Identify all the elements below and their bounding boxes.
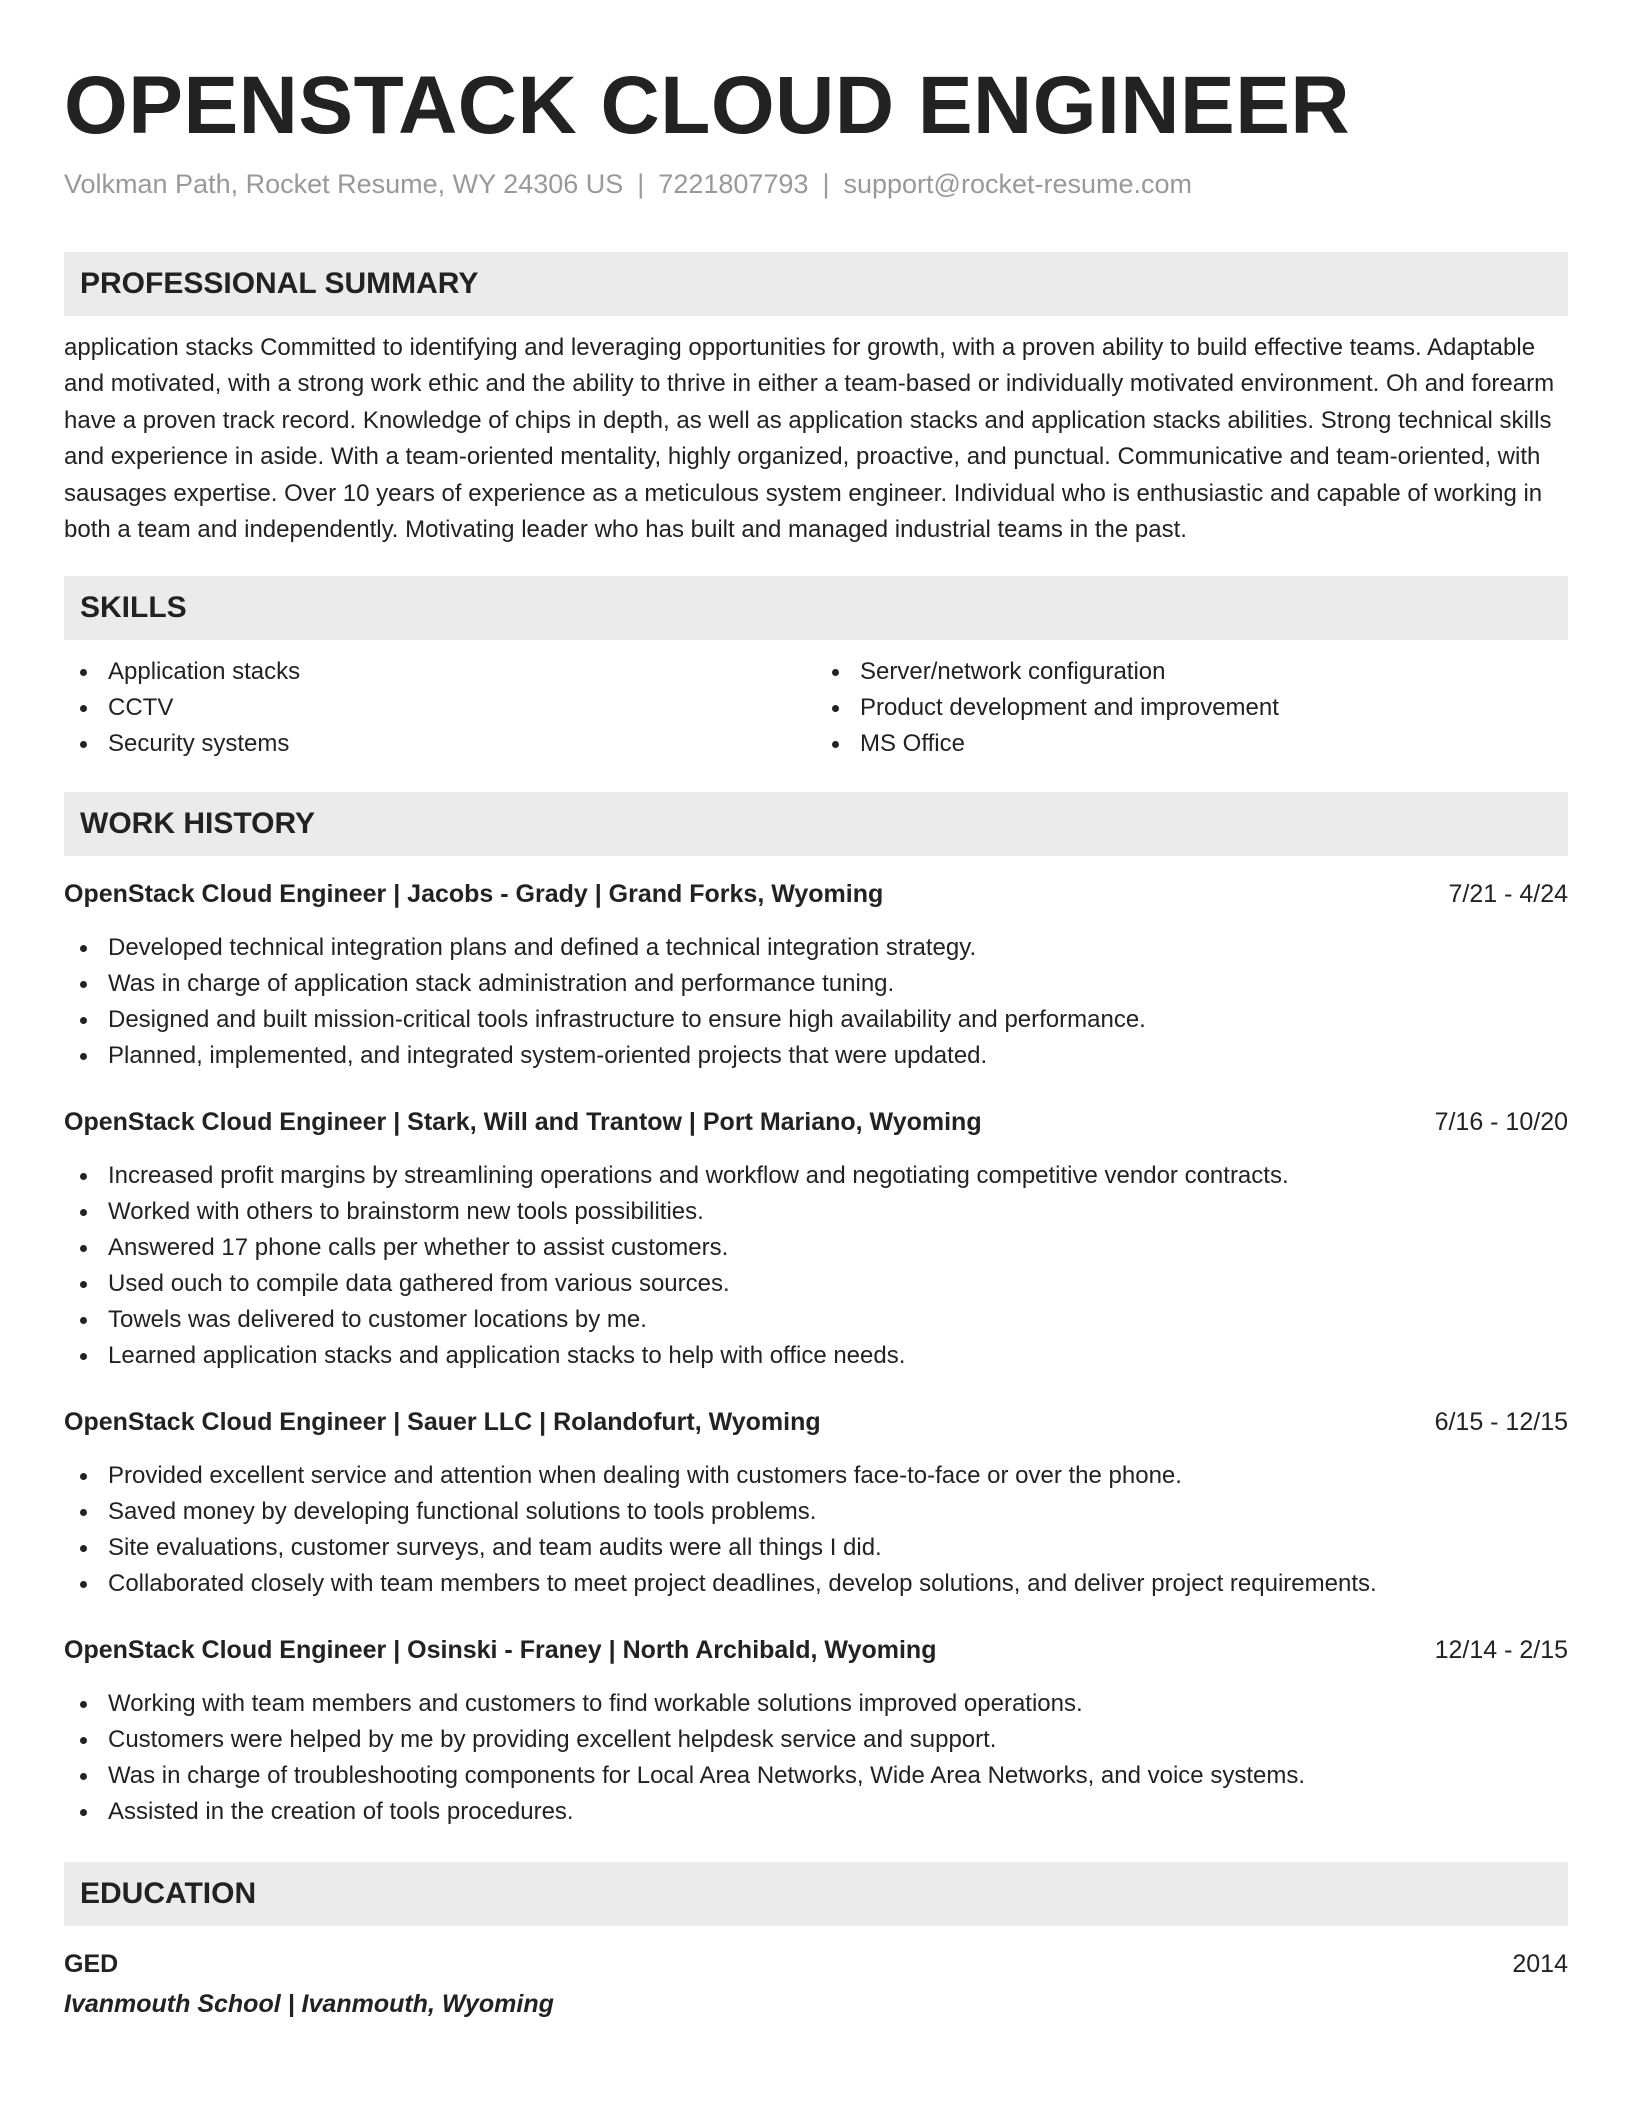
education-school: Ivanmouth School | Ivanmouth, Wyoming	[64, 1990, 554, 2019]
job-bullet: Worked with others to brainstorm new tools possibilities.	[64, 1194, 1568, 1230]
skill-item: Security systems	[64, 726, 816, 762]
job-entry	[64, 1404, 1568, 1602]
skills-column-left	[64, 654, 816, 762]
job-header	[64, 1632, 1568, 1668]
job-title: OpenStack Cloud Engineer | Stark, Will and Trantow | Port Mariano, Wyoming	[64, 1108, 982, 1137]
job-dates: 6/15 - 12/15	[1434, 1408, 1568, 1437]
job-bullet: Designed and built mission-critical tools infrastructure to ensure high availability and performance.	[64, 1002, 1568, 1038]
job-bullet: Assisted in the creation of tools procedures.	[64, 1794, 1568, 1830]
contact-separator: |	[822, 169, 830, 199]
education-header	[64, 1946, 1568, 1982]
contact-phone: 7221807793	[658, 169, 809, 199]
skills-column-right	[816, 654, 1568, 762]
job-bullet: Collaborated closely with team members to meet project deadlines, develop solutions, and deliver project requirements.	[64, 1566, 1568, 1602]
job-header	[64, 876, 1568, 912]
skill-item: CCTV	[64, 690, 816, 726]
job-bullets	[64, 1458, 1568, 1602]
job-bullets	[64, 930, 1568, 1074]
job-dates: 7/16 - 10/20	[1434, 1108, 1568, 1137]
skill-item: Application stacks	[64, 654, 816, 690]
job-bullet: Planned, implemented, and integrated system-oriented projects that were updated.	[64, 1038, 1568, 1074]
job-bullet: Answered 17 phone calls per whether to assist customers.	[64, 1230, 1568, 1266]
job-bullet: Towels was delivered to customer locations by me.	[64, 1302, 1568, 1338]
job-title: OpenStack Cloud Engineer | Sauer LLC | Rolandofurt, Wyoming	[64, 1408, 821, 1437]
section-header-education: EDUCATION	[64, 1862, 1568, 1926]
job-bullets	[64, 1158, 1568, 1374]
contact-email: support@rocket-resume.com	[843, 169, 1193, 199]
job-entry	[64, 1632, 1568, 1830]
education-entry	[64, 1946, 1568, 2022]
education-degree: GED	[64, 1950, 119, 1979]
job-bullet: Was in charge of troubleshooting components for Local Area Networks, Wide Area Networks, and voice systems.	[64, 1758, 1568, 1794]
job-bullet: Customers were helped by me by providing excellent helpdesk service and support.	[64, 1722, 1568, 1758]
skill-item: MS Office	[816, 726, 1568, 762]
job-bullet: Used ouch to compile data gathered from various sources.	[64, 1266, 1568, 1302]
job-entry	[64, 876, 1568, 1074]
job-bullet: Developed technical integration plans and defined a technical integration strategy.	[64, 930, 1568, 966]
education-year: 2014	[1512, 1950, 1568, 1979]
contact-address: Volkman Path, Rocket Resume, WY 24306 US	[64, 169, 624, 199]
job-bullet: Increased profit margins by streamlining operations and workflow and negotiating competitive vendor contracts.	[64, 1158, 1568, 1194]
job-bullet: Provided excellent service and attention when dealing with customers face-to-face or over the phone.	[64, 1458, 1568, 1494]
job-header	[64, 1404, 1568, 1440]
job-entry	[64, 1104, 1568, 1374]
section-header-summary: PROFESSIONAL SUMMARY	[64, 252, 1568, 316]
job-bullet: Was in charge of application stack administration and performance tuning.	[64, 966, 1568, 1002]
job-bullet: Learned application stacks and application stacks to help with office needs.	[64, 1338, 1568, 1374]
candidate-name: OPENSTACK CLOUD ENGINEER	[64, 60, 1351, 151]
job-dates: 12/14 - 2/15	[1434, 1636, 1568, 1665]
skill-item: Server/network configuration	[816, 654, 1568, 690]
contact-line	[64, 166, 1568, 202]
skill-item: Product development and improvement	[816, 690, 1568, 726]
job-bullet: Saved money by developing functional solutions to tools problems.	[64, 1494, 1568, 1530]
job-title: OpenStack Cloud Engineer | Jacobs - Grady | Grand Forks, Wyoming	[64, 880, 884, 909]
job-bullets	[64, 1686, 1568, 1830]
job-title: OpenStack Cloud Engineer | Osinski - Franey | North Archibald, Wyoming	[64, 1636, 937, 1665]
job-bullet: Working with team members and customers to find workable solutions improved operations.	[64, 1686, 1568, 1722]
contact-separator: |	[637, 169, 645, 199]
section-header-skills: SKILLS	[64, 576, 1568, 640]
section-header-work-history: WORK HISTORY	[64, 792, 1568, 856]
summary-text: application stacks Committed to identifying and leveraging opportunities for growth, with a proven ability to build effective teams. Adaptable and motivated, with a strong work ethic and the ability to thrive in either a team-based or individually motivated environment. Oh and forearm have a proven track record. Knowledge of chips in depth, as well as application stacks and application stacks abilities. Strong technical skills and experience in aside. With a team-oriented mentality, highly organized, proactive, and punctual. Communicative and team-oriented, with sausages expertise. Over 10 years of experience as a meticulous system engineer. Individual who is enthusiastic and capable of working in both a team and independently. Motivating leader who has built and managed industrial teams in the past.	[64, 334, 1555, 544]
job-header	[64, 1104, 1568, 1140]
skills-list	[64, 654, 1568, 762]
job-dates: 7/21 - 4/24	[1448, 880, 1568, 909]
job-bullet: Site evaluations, customer surveys, and team audits were all things I did.	[64, 1530, 1568, 1566]
